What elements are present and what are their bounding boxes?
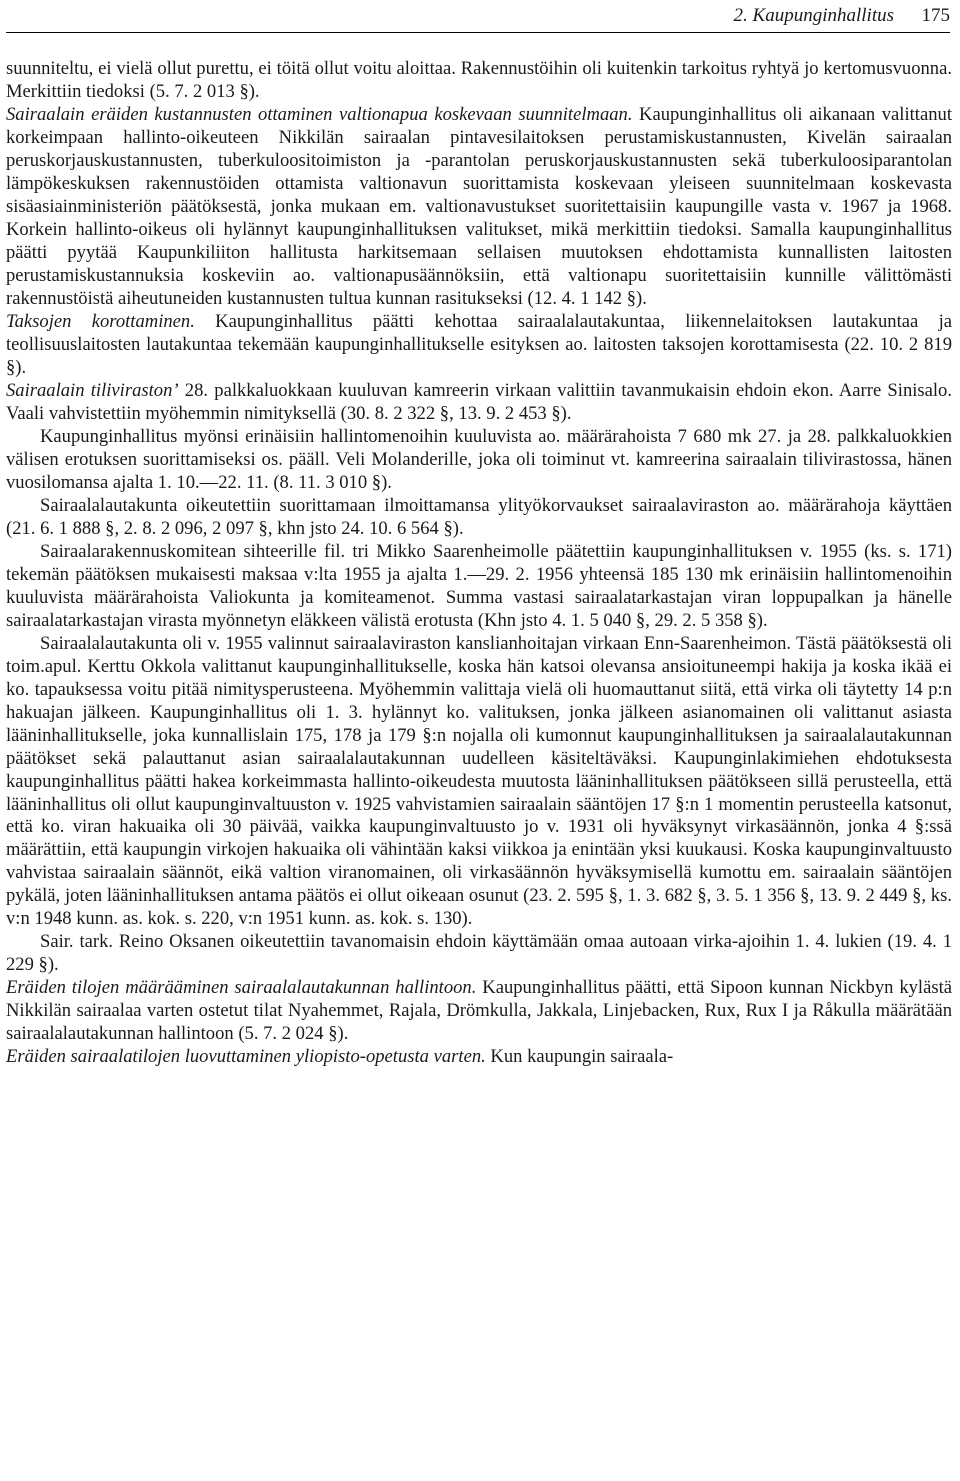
section-heading: Sairaalain tilivirastonʼ <box>6 379 179 401</box>
paragraph <box>6 1046 952 1069</box>
page-number: 175 <box>921 5 950 26</box>
paragraph-text: Sairaalalautakunta oikeutettiin suorittamaan ilmoittamansa ylityökorvaukset sairaalaviraston ao. määrärahoja käyttäen (21. 6. 1 888 §, 2. 8. 2 096, 2 097 §, khn jsto 24. 10. 6 564 §). <box>6 494 952 539</box>
paragraph <box>6 380 952 426</box>
section-heading: Eräiden tilojen määrääminen sairaalalautakunnan hallintoon. <box>6 977 477 999</box>
paragraph <box>6 931 952 977</box>
paragraph-text: suunniteltu, ei vielä ollut purettu, ei töitä ollut voitu aloittaa. Rakennustöihin oli kuitenkin tarkoitus ryhtyä jo kertomusvuonna. Merkittiin tiedoksi (5. 7. 2 013 §). <box>6 58 952 102</box>
paragraph-text: Sair. tark. Reino Oksanen oikeutettiin tavanomaisin ehdoin käyttämään omaa autoaan virka-ajoihin 1. 4. lukien (19. 4. 1 229 §). <box>6 931 952 976</box>
paragraph-text: Kaupunginhallitus myönsi erinäisiin hallintomenoihin kuuluvista ao. määrärahoista 7 680 mk 27. ja 28. palkkaluokkien välisen erotuksen suorittamiseksi os. pääll. Veli Molanderille, joka oli toiminut vt. kamreerina sairaalain tilivirastossa, hänen vuosilomansa ajalta 1. 10.—22. 11. (8. 11. 3 010 §). <box>6 425 952 493</box>
paragraph <box>6 541 952 633</box>
paragraph <box>6 426 952 495</box>
running-header <box>6 4 950 33</box>
paragraph-text: Kaupunginhallitus päätti, että Sipoon kunnan Nickbyn kylästä Nikkilän sairaalaa varten ostetut tilat Nyahemmet, Rajala, Drömkulla, Jakkala, Linjebacken, Rux, Rux I ja Råkulla määrätään sairaalalautakunnan hallintoon (5. 7. 2 024 §). <box>6 977 952 1045</box>
section-heading: Taksojen korottaminen. <box>6 310 195 332</box>
paragraph <box>6 104 952 311</box>
paragraph-text: 28. palkkaluokkaan kuuluvan kamreerin virkaan valittiin tavanmukaisin ehdoin ekon. Aarre Sinisalo. Vaali vahvistettiin myöhemmin nimityksellä (30. 8. 2 322 §, 13. 9. 2 453 §). <box>6 379 953 424</box>
section-heading: Eräiden sairaalatilojen luovuttaminen yliopisto-opetusta varten. <box>6 1046 486 1068</box>
paragraph-text: Kaupunginhallitus päätti kehottaa sairaalalautakuntaa, liikennelaitoksen lautakuntaa ja teollisuuslaitosten lautakuntaa tekemään kaupunginhallitukselle esityksen ao. laitosten taksojen korottamisesta (22. 10. 2 819 §). <box>6 310 952 378</box>
paragraph-text: Sairaalarakennuskomitean sihteerille fil. tri Mikko Saarenheimolle päätettiin kaupunginhallituksen v. 1955 (ks. s. 171) tekemän päätöksen mukaisesti maksaa v:lta 1955 ja ajalta 1.—29. 2. 1956 yhteensä 185 130 mk erinäisiin hallintomenoihin kuuluvista määrärahoista Valiokunta ja komiteamenot. Summa vastasi sairaalatarkastajan viran loppupalkan ja hänelle sairaalatarkastajan virasta myönnetyn eläkkeen välistä erotusta (Khn jsto 4. 1. 5 040 §, 29. 2. 5 358 §). <box>6 540 952 631</box>
paragraph-text: Sairaalalautakunta oli v. 1955 valinnut sairaalaviraston kanslianhoitajan virkaan Enn-Saarenheimon. Tästä päätöksestä oli toim.apul. Kerttu Okkola valittanut kaupunginhallitukselle, koska hän katsoi olevansa ansioituneempi hakija ja koska ikää ei ko. tapauksessa voitu pitää nimitysperusteena. Myöhemmin valittaja vielä oli huomauttanut siitä, että virka oli täytetty 14 p:n hakuajan jälkeen. Kaupunginhallitus oli 1. 3. hylännyt ko. valituksen, jonka jälkeen asianomainen oli valittanut asiasta lääninhallitukselle, joka kunnallislain 175, 178 ja 179 §:n nojalla oli kumonnut kaupunginhallituksen ja sairaalalautakunnan päätökset sekä palauttanut asian sairaalalautakunnan uudelleen käsiteltäväksi. Kaupunginlakimiehen ehdotuksesta kaupunginhallitus päätti hakea korkeimmasta hallinto-oikeudesta muutosta lääninhallituksen päätökseen sillä perusteella, että lääninhallitus oli ollut kaupunginvaltuuston v. 1925 vahvistamien sairaalain sääntöjen 17 §:n 1 momentin perusteella katsonut, että ko. viran hakuaika oli 30 päivää, vaikka kaupunginvaltuusto jo v. 1931 oli hyväksynyt virkasäännön, jonka 4 §:ssä määrättiin, että kaupungin virkojen hakuaika oli vähintään kaksi viikkoa ja enintään yksi kuukausi. Koska kaupunginvaltuusto vahvistaa sairaalain säännöt, eikä valtion viranomainen, oli virkasäännön hyväksymisellä kumottu em. sairaalain sääntöjen pykälä, joten lääninhallituksen antama päätös ei ollut oikeaan osunut (23. 2. 595 §, 1. 3. 682 §, 3. 5. 1 356 §, 13. 9. 2 449 §, ks. v:n 1948 kunn. as. kok. s. 220, v:n 1951 kunn. as. kok. s. 130). <box>6 632 952 930</box>
paragraph <box>6 495 952 541</box>
section-heading: Sairaalain eräiden kustannusten ottaminen valtionapua koskevaan suunnitelmaan. <box>6 103 633 125</box>
paragraph <box>6 633 952 932</box>
header-title: 2. Kaupunginhallitus <box>733 5 894 26</box>
paragraph <box>6 58 952 104</box>
paragraph-text: Kaupunginhallitus oli aikanaan valittanut korkeimpaan hallinto-oikeuteen Nikkilän sairaalan pintavesilaitoksen perustamiskustannusten, Kivelän sairaalan peruskorjauskustannusten, tuberkuloositoimiston ja -parantolan peruskorjauskustannusten sekä tuberkuloosiparantolan lämpökeskuksen rakennustöiden ottamista valtionavun suorittamista koskevaan yleiseen suunnitelmaan koskevasta sisäasiainministeriön päätöksestä, jonka mukaan em. valtionavustukset suoritettaisiin kaupungille vasta v. 1967 ja 1968. Korkein hallinto-oikeus oli hylännyt kaupunginhallituksen valitukset, mikä merkittiin tiedoksi. Samalla kaupunginhallitus päätti pyytää Kaupunkiliiton hallitusta harkitsemaan sellaisen muutoksen ehdottamista kunnallisten laitosten perustamiskustannuksia koskeviin ao. valtionapusäännöksiin, että valtionapu suoritettaisiin kunnille välittömästi rakennustöistä aiheutuneiden kustannusten tultua kunnan rasitukseksi (12. 4. 1 142 §). <box>6 103 952 309</box>
paragraph <box>6 977 952 1046</box>
body-text <box>6 58 952 1069</box>
paragraph-text: Kun kaupungin sairaala- <box>485 1046 674 1068</box>
paragraph <box>6 311 952 380</box>
